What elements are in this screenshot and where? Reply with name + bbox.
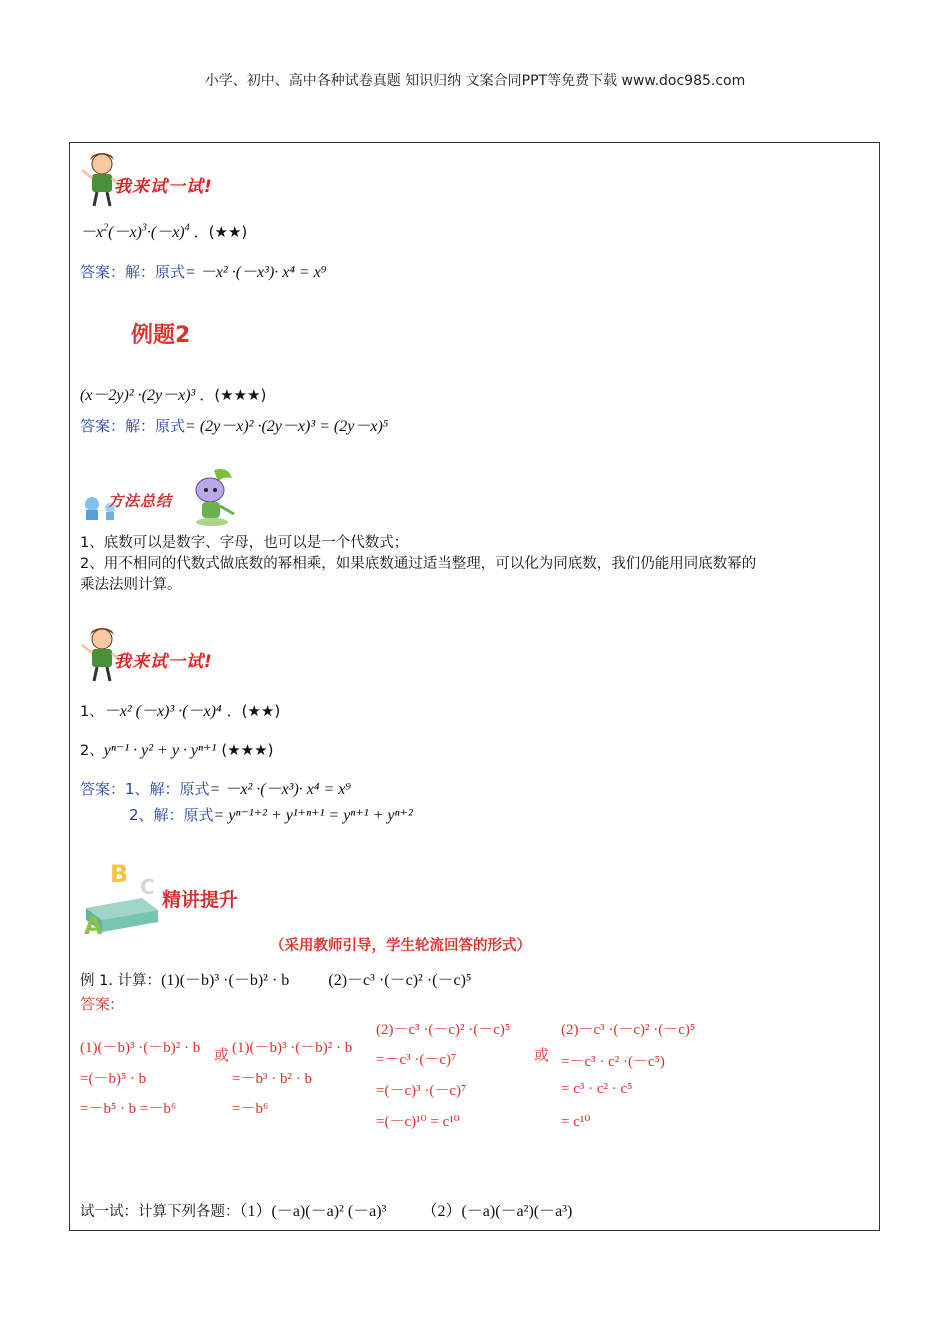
example2-answer-label: 答案：解：原式	[80, 417, 186, 435]
sol2a-line4: =(－c)¹⁰ = c¹⁰	[376, 1114, 460, 1130]
lecture-note: （采用教师引导，学生轮流回答的形式）	[270, 938, 531, 954]
cartoon-sprout-icon	[188, 466, 240, 528]
content-frame	[69, 142, 880, 1231]
try1-answer	[80, 259, 326, 282]
try2-p1-math: －x² (－x)³ ·(－x)⁴	[103, 703, 222, 720]
try1-exp4: 4	[184, 222, 190, 234]
try1-problem-mid2: ·(－x)	[146, 224, 185, 241]
sol1b-line2: =－b³ · b² · b	[232, 1071, 312, 1087]
example2-problem	[80, 382, 266, 405]
or-label-2: 或	[534, 1046, 550, 1064]
svg-text:B: B	[110, 860, 129, 888]
abc-book-icon	[80, 858, 162, 938]
try2-a1-label: 答案：1、解：原式	[80, 780, 210, 798]
try1-answer-math: = －x² ·(－x³)· x⁴ = x⁹	[185, 264, 327, 281]
try2-p1-stars: ．(★★)	[226, 702, 281, 720]
practice-label: 试一试：计算下列各题：	[80, 1204, 240, 1220]
sol2b-line1: (2)－c³ ·(－c)² ·(－c)⁵	[561, 1022, 696, 1038]
example2-answer	[80, 413, 388, 436]
example2-problem-math: (x－2y)² ·(2y－x)³	[80, 387, 196, 404]
sol2b-line3: = c³ · c² · c⁵	[561, 1081, 633, 1097]
try2-p2-math: yⁿ⁻¹ · y² + y · yⁿ⁺¹	[103, 742, 217, 759]
page-header: 小学、初中、高中各种试卷真题 知识归纳 文案合同PPT等免费下载 www.doc985.com	[204, 73, 746, 89]
or-label-1: 或	[214, 1046, 230, 1064]
example1-p2: (2)－c³ ·(－c)² ·(－c)⁵	[328, 972, 472, 989]
try2-a2-math: = yⁿ⁻¹⁺² + y¹⁺ⁿ⁺¹ = yⁿ⁺¹ + yⁿ⁺²	[213, 807, 413, 824]
try-banner-1: 我来试一试!	[114, 177, 213, 197]
try1-problem-pre: －x	[80, 224, 104, 241]
method-line1: 1、底数可以是数字、字母，也可以是一个代数式；	[80, 535, 409, 551]
try1-problem-mid: (－x)	[108, 224, 142, 241]
sol1a-line1: (1)(－b)³ ·(－b)² · b	[80, 1040, 201, 1056]
try2-p2-num: 2、	[80, 743, 104, 759]
svg-text:A: A	[84, 912, 103, 938]
try2-answer2	[129, 804, 413, 825]
sol2a-line3: =(－c)³ ·(－c)⁷	[376, 1083, 467, 1099]
sol2a-line2: =－c³ ·(－c)⁷	[376, 1052, 457, 1068]
try1-problem	[80, 219, 247, 242]
method-line2: 2、用不相同的代数式做底数的幂相乘，如果底数通过适当整理，可以化为同底数，我们仍能用同底数幂的	[80, 556, 757, 572]
sol2a-line1: (2)－c³ ·(－c)² ·(－c)⁵	[376, 1022, 511, 1038]
example1-p1: (1)(－b)³ ·(－b)² · b	[161, 972, 290, 989]
try1-stars: ．(★★)	[193, 223, 248, 241]
try1-exp3: 3	[141, 222, 147, 234]
try1-answer-label: 答案：解：原式	[80, 263, 186, 281]
method-line3: 乘法法则计算。	[80, 577, 182, 593]
practice-line	[80, 1198, 572, 1223]
example2-title: 例题2	[131, 323, 191, 348]
sol1b-line3: =－b⁶	[232, 1101, 269, 1117]
sol1a-line3: =－b⁵ · b =－b⁶	[80, 1101, 177, 1117]
practice-p2: （2）(－a)(－a²)(－a³)	[421, 1203, 573, 1220]
example1-label: 例 1. 计算：	[80, 973, 162, 989]
sol2b-line2: =－c³ · c² ·(－c⁵)	[561, 1054, 665, 1070]
sol1b-line1: (1)(－b)³ ·(－b)² · b	[232, 1040, 353, 1056]
svg-text:C: C	[140, 875, 155, 899]
try2-p1-num: 1、	[80, 704, 104, 720]
try2-a1-math: = －x² ·(－x³)· x⁴ = x⁹	[209, 781, 351, 798]
practice-p1: （1）(－a)(－a)² (－a)³	[239, 1203, 387, 1220]
example2-answer-math: = (2y－x)² ·(2y－x)³ = (2y－x)⁵	[185, 418, 389, 435]
try-banner-2: 我来试一试!	[114, 652, 213, 672]
example1	[80, 967, 472, 992]
try1-exp2: 2	[103, 222, 109, 234]
method-banner: 方法总结	[108, 492, 173, 510]
sol2b-line4: = c¹⁰	[561, 1114, 591, 1130]
try2-problem2	[80, 740, 273, 762]
sol1a-line2: =(－b)⁵ · b	[80, 1071, 147, 1087]
example1-answer-label: 答案:	[80, 995, 116, 1013]
try2-answer1	[80, 776, 351, 799]
try2-problem1	[80, 698, 280, 723]
example2-stars: ．(★★★)	[199, 386, 267, 404]
try2-p2-stars: (★★★)	[221, 741, 274, 759]
lecture-banner: 精讲提升	[162, 889, 239, 911]
try2-a2-label: 2、解：原式	[129, 806, 214, 824]
